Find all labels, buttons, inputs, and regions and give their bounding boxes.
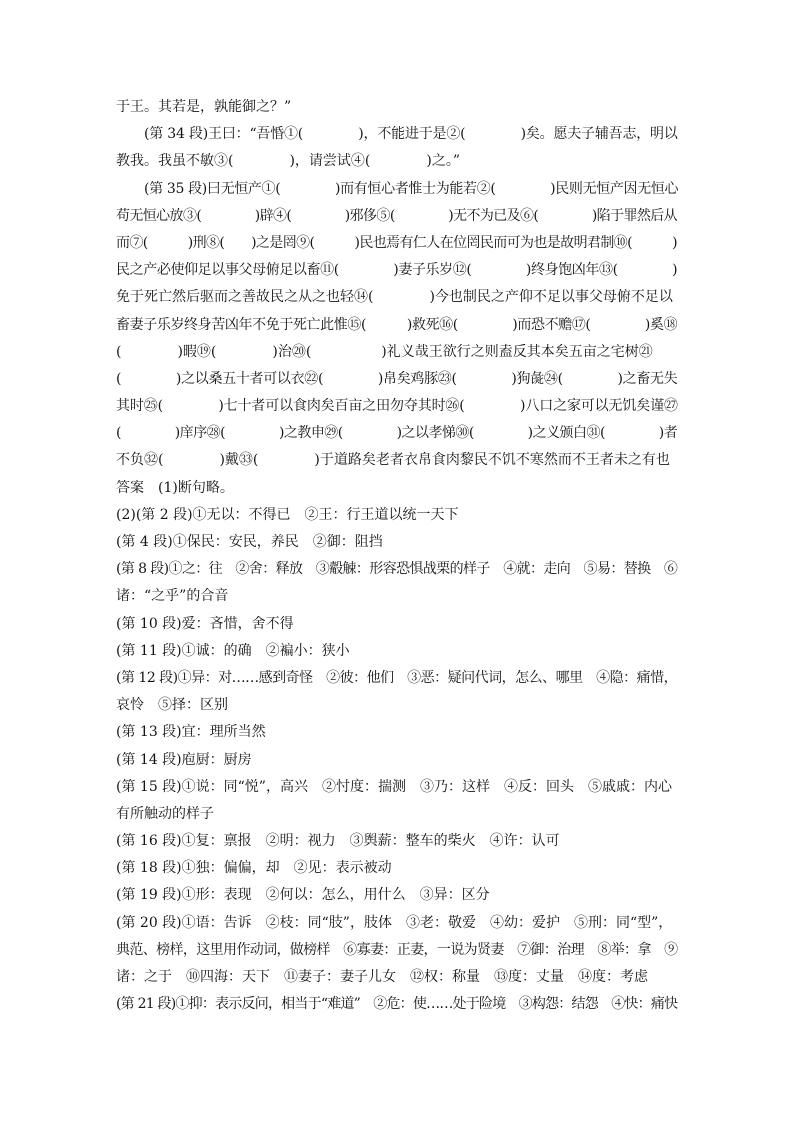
text-line: (第 18 段)①独：偏偏，却 ②见：表示被动 (116, 860, 392, 877)
text-line: 其时㉕( )七十者可以食肉矣百亩之田勿夺其时㉖( )八口之家可以无饥矣谨㉗ (116, 398, 678, 415)
text-line: 畜妻子乐岁终身苦凶年不免于死亡此惟⑮( )救死⑯( )而恐不赡⑰( )奚⑱ (116, 316, 678, 333)
text-line: 哀怜 ⑤择：区别 (116, 697, 228, 714)
text-line: (第 10 段)爱：吝惜，舍不得 (116, 615, 294, 632)
text-line: (2)(第 2 段)①无以：不得已 ②王：行王道以统一天下 (116, 506, 459, 523)
text-line: 而⑦( )刑⑧( )之是罔⑨( )民也焉有仁人在位罔民而可为也是故明君制⑩( ) (116, 234, 678, 251)
text-line: 答案 (1)断句略。 (116, 479, 234, 496)
text-line: (第 16 段)①复：禀报 ②明：视力 ③舆薪：整车的柴火 ④许：认可 (116, 833, 560, 850)
text-line: (第 34 段)王曰：“吾惛①( )，不能进于是②( )矣。愿夫子辅吾志，明以 (144, 126, 678, 143)
document-body (116, 94, 678, 1018)
text-line: (第 15 段)①说：同“悦”，高兴 ②忖度：揣测 ③乃：这样 ④反：回头 ⑤戚戚：内心 (116, 778, 672, 795)
text-line: 于王。其若是，孰能御之？” (116, 99, 292, 115)
text-line: (第 21 段)①抑：表示反问，相当于“难道” ②危：使……处于险境 ③构怨：结怨 ④快：痛快 (116, 996, 678, 1013)
text-line: 诸：“之乎”的合音 (116, 588, 229, 605)
text-line: (第 11 段)①诚：的确 ②褊小：狭小 (116, 642, 350, 659)
text-line: 诸：之于 ⑩四海：天下 ⑪妻子：妻子儿女 ⑫权：称量 ⑬度：丈量 ⑭度：考虑 (116, 969, 648, 985)
text-line: (第 19 段)①形：表现 ②何以：怎么，用什么 ③异：区分 (116, 887, 490, 904)
text-line: (第 14 段)庖厨：厨房 (116, 751, 252, 768)
text-line: 有所触动的样子 (116, 805, 214, 822)
text-line: 民之产必使仰足以事父母俯足以畜⑪( )妻子乐岁⑫( )终身饱凶年⑬( ) (116, 262, 678, 279)
text-line: (第 8 段)①之：往 ②舍：释放 ③觳觫：形容恐惧战栗的样子 ④就：走向 ⑤易：替换 ⑥ (116, 561, 678, 578)
text-line: 苟无恒心放③( )辟④( )邪侈⑤( )无不为已及⑥( )陷于罪然后从 (116, 207, 678, 224)
text-line: (第 13 段)宜：理所当然 (116, 724, 266, 741)
text-line: (第 4 段)①保民：安民，养民 ②御：阻挡 (116, 534, 383, 550)
text-line: ( )庠序㉘( )之教申㉙( )之以孝悌㉚( )之义颁白㉛( )者 (116, 425, 678, 442)
text-line: 教我。我虽不敏③( )，请尝试④( )之。” (116, 153, 461, 170)
text-line: 典范、榜样，这里用作动词，做榜样 ⑥寡妻：正妻，一说为贤妻 ⑦御：治理 ⑧举：拿 ⑨ (116, 941, 678, 958)
text-line: 不负㉜( )戴㉝( )于道路矣老者衣帛食肉黎民不饥不寒然而不王者未之有也 (116, 452, 670, 469)
text-line: 免于死亡然后驱而之善故民之从之也轻⑭( )今也制民之产仰不足以事父母俯不足以 (116, 289, 673, 306)
text-line: (第 12 段)①异：对……感到奇怪 ②彼：他们 ③恶：疑问代词，怎么、哪里 ④隐：痛惜， (116, 669, 678, 686)
text-line: ( )暇⑲( )治⑳( )礼义哉王欲行之则盍反其本矣五亩之宅树㉑ (116, 343, 653, 360)
text-line: (第 35 段)曰无恒产①( )而有恒心者惟士为能若②( )民则无恒产因无恒心 (144, 180, 678, 197)
text-line: (第 20 段)①语：告诉 ②枝：同“肢”，肢体 ③老：敬爱 ④幼：爱护 ⑤刑：同“型”， (116, 914, 673, 931)
text-line: ( )之以桑五十者可以衣㉒( )帛矣鸡豚㉓( )狗彘㉔( )之畜无失 (116, 370, 678, 387)
